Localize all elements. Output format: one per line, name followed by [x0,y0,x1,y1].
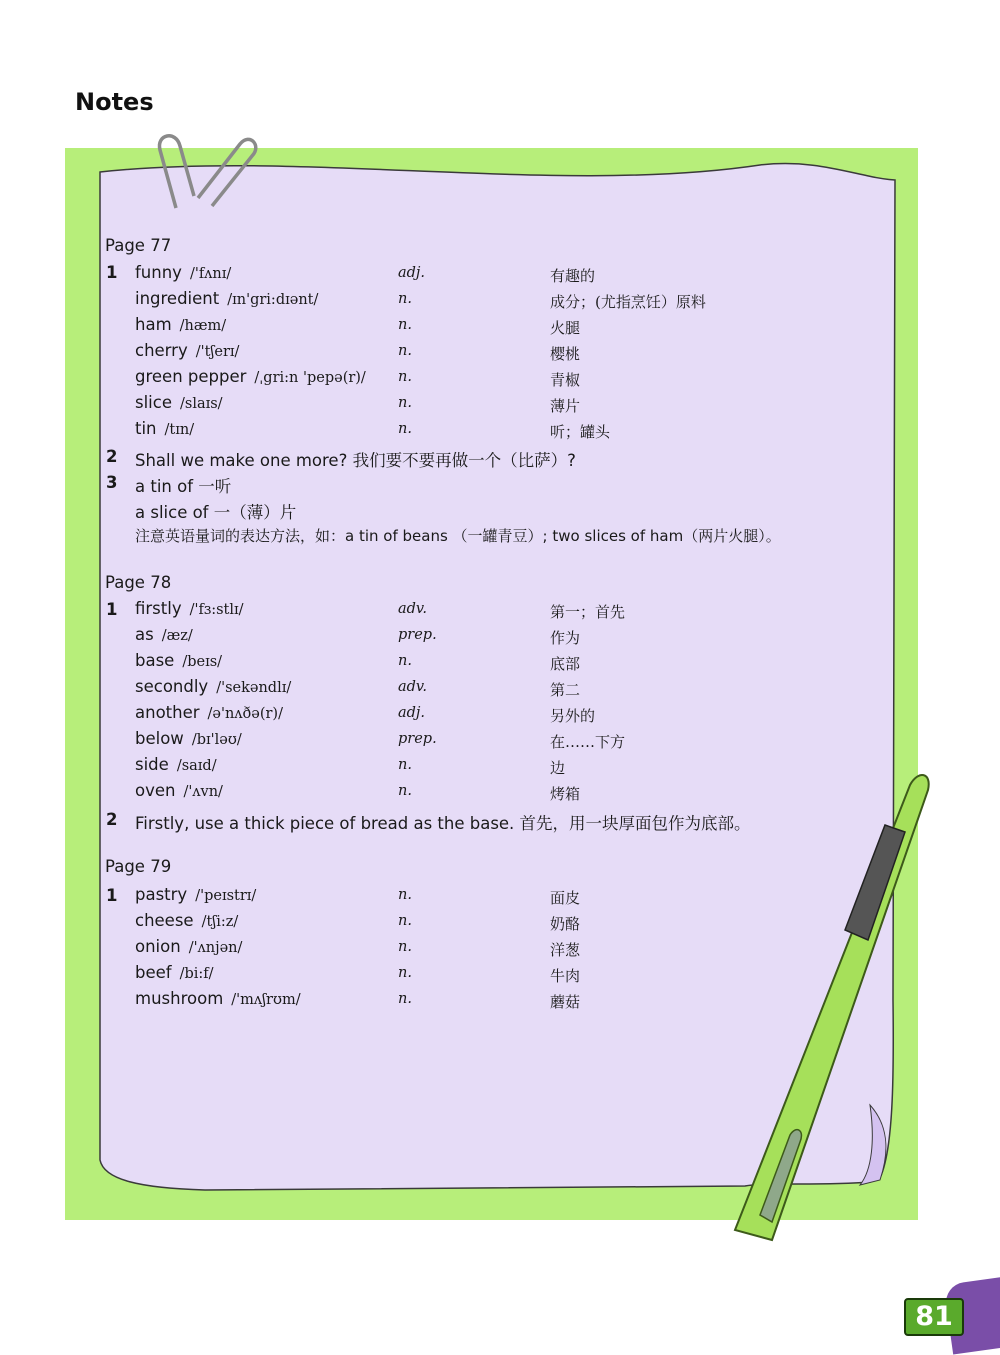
vocab-phonetic: /'sekəndlɪ/ [216,680,292,696]
vocab-meaning: 听；罐头 [550,423,611,441]
vocab-phonetic: /tɪn/ [164,422,195,438]
vocab-pos: n. [398,913,412,929]
vocab-pos: n. [398,317,412,333]
vocab-phonetic: /'fʌnɪ/ [189,266,232,282]
vocab-meaning: 青椒 [550,371,581,389]
vocab-word: funny [135,263,182,282]
vocab-word: secondly [135,677,209,696]
section-heading: Page 79 [105,857,172,876]
vocab-pos: prep. [398,731,437,747]
vocab-pos: n. [398,965,412,981]
vocab-meaning: 作为 [550,629,581,647]
vocab-phonetic: /'ʌnjən/ [188,940,243,956]
vocab-pos: adj. [398,265,426,281]
section-heading: Page 78 [105,573,172,592]
vocab-meaning: 有趣的 [550,267,596,285]
vocab-word: firstly [135,599,182,618]
vocab-word: green pepper [135,367,247,386]
vocab-pos: n. [398,343,412,359]
vocab-phonetic: /beɪs/ [182,654,223,670]
vocab-word: onion [135,937,181,956]
vocab-meaning: 火腿 [550,319,581,337]
vocab-word: base [135,651,175,670]
vocab-word: beef [135,963,172,982]
vocab-pos: n. [398,395,412,411]
vocab-phonetic: /ɪn'gri:dɪənt/ [227,292,319,308]
vocab-meaning: 樱桃 [550,345,581,363]
vocab-word: ingredient [135,289,220,308]
vocab-word: oven [135,781,176,800]
vocab-phonetic: /bi:f/ [179,966,214,982]
vocab-word: cherry [135,341,188,360]
page-number-badge: 81 [904,1298,964,1336]
vocab-meaning: 奶酪 [550,915,581,933]
vocab-phonetic: /bɪ'ləʊ/ [191,732,242,748]
vocab-meaning: 第二 [550,681,581,699]
vocab-meaning: 薄片 [550,397,581,415]
vocab-word: side [135,755,169,774]
vocab-word: cheese [135,911,194,930]
page-title: Notes [75,88,154,116]
vocab-pos: adv. [398,601,428,617]
vocab-phonetic: /ə'nʌðə(r)/ [207,706,283,722]
vocab-pos: n. [398,653,412,669]
vocab-meaning: 边 [550,759,566,777]
vocab-meaning: 底部 [550,655,581,673]
vocab-phonetic: /hæm/ [179,318,227,334]
note-line: 注意英语量词的表达方法，如：a tin of beans （一罐青豆）; two slices of ham（两片火腿）。 [135,527,781,545]
vocab-phonetic: /'ʌvn/ [183,784,223,800]
vocab-phonetic: /ˌgri:n 'pepə(r)/ [254,370,366,386]
vocab-pos: n. [398,783,412,799]
vocab-word: tin [135,419,157,438]
vocab-meaning: 烤箱 [550,785,581,803]
vocab-pos: n. [398,369,412,385]
vocab-meaning: 另外的 [550,707,596,725]
vocab-pos: n. [398,421,412,437]
vocab-pos: adj. [398,705,426,721]
item-number: 1 [106,886,118,905]
vocab-word: mushroom [135,989,224,1008]
vocab-word: pastry [135,885,188,904]
vocab-phonetic: /æz/ [161,628,193,644]
vocab-word: another [135,703,200,722]
vocab-word: slice [135,393,172,412]
vocab-pos: n. [398,887,412,903]
vocab-word: as [135,625,154,644]
note-line: a slice of 一（薄）片 [135,503,297,522]
vocab-word: ham [135,315,172,334]
vocab-phonetic: /tʃi:z/ [201,914,239,930]
vocab-pos: n. [398,291,412,307]
vocab-pos: n. [398,939,412,955]
item-number: 2 [106,447,118,466]
vocab-meaning: 第一；首先 [550,603,626,621]
vocab-pos: n. [398,757,412,773]
vocab-meaning: 蘑菇 [550,993,581,1011]
vocab-pos: adv. [398,679,428,695]
vocab-pos: prep. [398,627,437,643]
vocab-meaning: 在……下方 [550,733,626,751]
vocab-pos: n. [398,991,412,1007]
vocab-phonetic: /'tʃerɪ/ [195,344,240,360]
vocab-phonetic: /slaɪs/ [180,396,223,412]
vocab-phonetic: /'mʌʃrʊm/ [231,992,301,1008]
example-sentence: Shall we make one more? 我们要不要再做一个（比萨）? [135,451,576,470]
vocab-word: below [135,729,184,748]
vocab-phonetic: /'peɪstrɪ/ [195,888,257,904]
vocab-phonetic: /saɪd/ [176,758,217,774]
section-heading: Page 77 [105,236,172,255]
item-number: 2 [106,810,118,829]
item-number: 3 [106,473,118,492]
item-number: 1 [106,600,118,619]
vocab-meaning: 面皮 [550,889,581,907]
vocab-meaning: 洋葱 [550,941,581,959]
vocab-meaning: 成分；(尤指烹饪）原料 [550,293,706,311]
vocab-phonetic: /'fɜ:stlɪ/ [189,602,244,618]
note-line: a tin of 一听 [135,477,232,496]
example-sentence: Firstly, use a thick piece of bread as the base. 首先，用一块厚面包作为底部。 [135,814,751,833]
vocab-meaning: 牛肉 [550,967,581,985]
item-number: 1 [106,263,118,282]
